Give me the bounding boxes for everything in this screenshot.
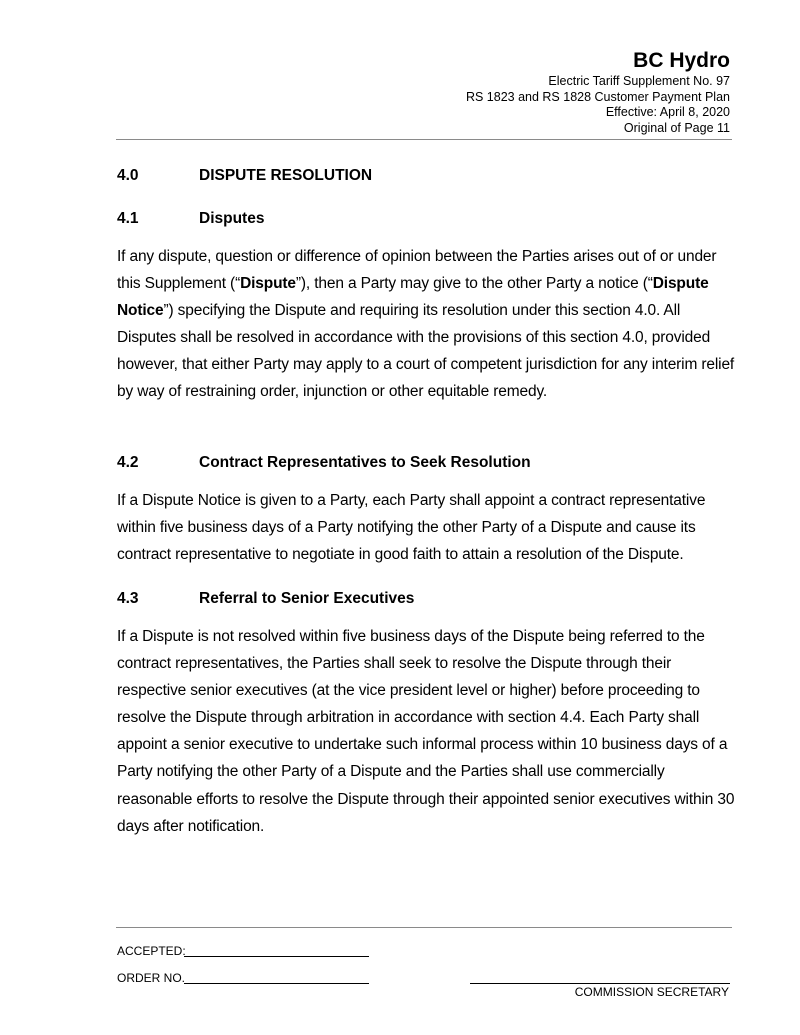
order-number-line bbox=[184, 983, 369, 984]
section-4-2-body: If a Dispute Notice is given to a Party, each Party shall appoint a contract representative within five business days of a Party notifying the other Party of a Dispute and cause its contract representative to negotiate in good faith to attain a resolution of the Dispute. bbox=[117, 492, 706, 564]
section-4-3-body: If a Dispute is not resolved within five business days of the Dispute being referred to the contract representatives, the Parties shall seek to resolve the Dispute through their respective senior executives (at the vice president level or higher) before proceeding to resolve the Dispute through arbitration in accordance with section 4.4. Each Party shall appoint a senior executive to undertake such informal process within 10 business days of a Party notifying the other Party of a Dispute and the Parties shall use commercially reasonable efforts to resolve the Dispute through their appointed senior executives within 30 days after notification. bbox=[117, 628, 735, 835]
body-text: If any dispute, question or difference of opinion between the Parties arises out of or under this Supplement (“ bbox=[117, 248, 717, 293]
body-text: ”), then a Party may give to the other Party a notice (“ bbox=[295, 275, 653, 293]
section-title: Disputes bbox=[199, 210, 265, 227]
rate-schedule-line: RS 1823 and RS 1828 Customer Payment Plan bbox=[465, 89, 730, 104]
page-header bbox=[466, 50, 730, 136]
page-number-line: Original of Page 11 bbox=[623, 120, 730, 135]
section-title: Referral to Senior Executives bbox=[199, 590, 415, 607]
company-name: BC Hydro bbox=[633, 49, 730, 72]
section-number: 4.1 bbox=[117, 210, 139, 227]
effective-date-line: Effective: April 8, 2020 bbox=[605, 105, 730, 119]
body-text: ”) specifying the Dispute and requiring its resolution under this section 4.0. All Disputes shall be resolved in accordance with the provisions of this section 4.0, provided however, that either Party may apply to a court of competent jurisdiction for any interim relief by way of restraining order, injunction or other equitable remedy. bbox=[117, 302, 735, 401]
section-number: 4.0 bbox=[117, 167, 139, 184]
section-heading-4-2 bbox=[117, 454, 531, 472]
section-title: DISPUTE RESOLUTION bbox=[199, 167, 373, 184]
footer-divider bbox=[116, 927, 732, 928]
order-number-label: ORDER NO. bbox=[117, 971, 186, 985]
section-heading-4-3 bbox=[117, 590, 414, 608]
commission-secretary-signature-line bbox=[470, 983, 730, 984]
defined-term-dispute-notice: Dispute Notice bbox=[117, 275, 709, 320]
tariff-supplement-line: Electric Tariff Supplement No. 97 bbox=[548, 74, 730, 88]
commission-secretary-label: COMMISSION SECRETARY bbox=[574, 985, 729, 999]
section-heading-4-1 bbox=[117, 210, 264, 228]
section-title: Contract Representatives to Seek Resolution bbox=[199, 454, 531, 471]
section-number: 4.2 bbox=[117, 454, 139, 471]
header-divider bbox=[116, 139, 732, 140]
section-heading-4-0 bbox=[117, 167, 372, 185]
defined-term-dispute: Dispute bbox=[240, 275, 296, 293]
section-number: 4.3 bbox=[117, 590, 139, 607]
accepted-signature-line bbox=[184, 956, 369, 957]
section-4-1-body bbox=[117, 243, 737, 406]
accepted-label: ACCEPTED: bbox=[117, 944, 186, 958]
